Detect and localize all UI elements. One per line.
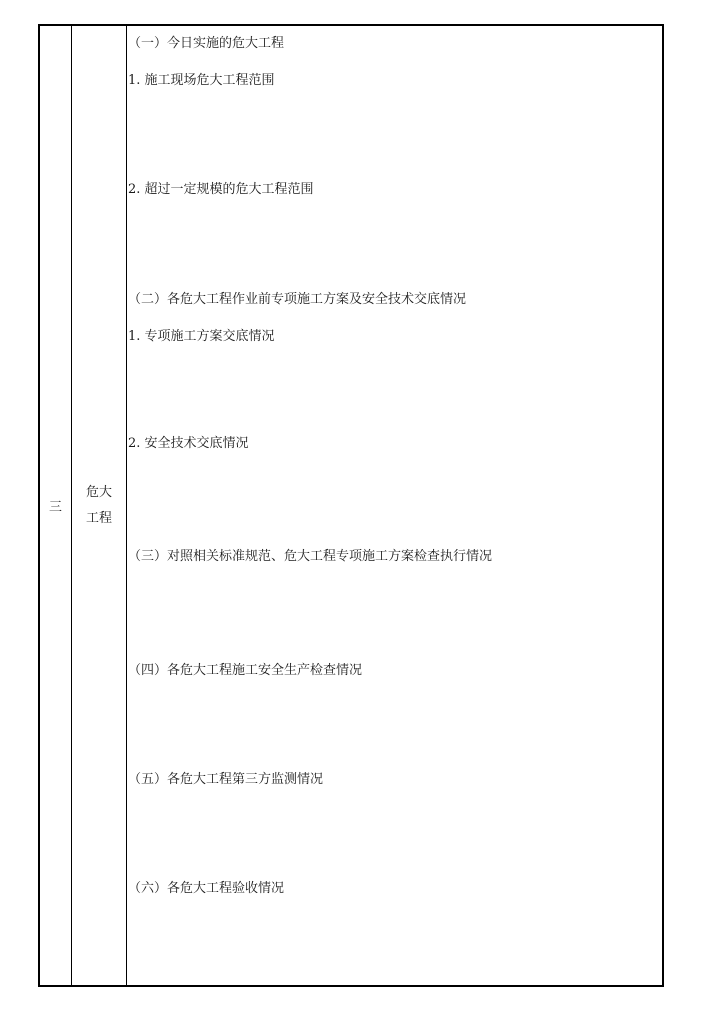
subitem-2-2: 2. 安全技术交底情况 xyxy=(128,436,249,451)
row-category-line: 危大 xyxy=(85,484,112,500)
subitem-1-1: 1. 施工现场危大工程范围 xyxy=(128,73,275,88)
section-heading-3: （三）对照相关标准规范、危大工程专项施工方案检查执行情况 xyxy=(128,549,493,564)
section-heading-4: （四）各危大工程施工安全生产检查情况 xyxy=(128,663,363,678)
subitem-2-1: 1. 专项施工方案交底情况 xyxy=(128,329,275,344)
row-index-label: 三 xyxy=(48,500,62,515)
hazard-engineering-table xyxy=(38,24,664,987)
section-heading-6: （六）各危大工程验收情况 xyxy=(128,881,285,896)
section-heading-1: （一）今日实施的危大工程 xyxy=(128,36,285,51)
row-index xyxy=(40,26,71,985)
subitem-1-2: 2. 超过一定规模的危大工程范围 xyxy=(128,182,314,197)
row-category-line: 工程 xyxy=(85,510,112,526)
section-heading-5: （五）各危大工程第三方监测情况 xyxy=(128,772,324,787)
row-category xyxy=(72,26,126,985)
column-divider xyxy=(126,26,127,985)
section-heading-2: （二）各危大工程作业前专项施工方案及安全技术交底情况 xyxy=(128,292,467,307)
